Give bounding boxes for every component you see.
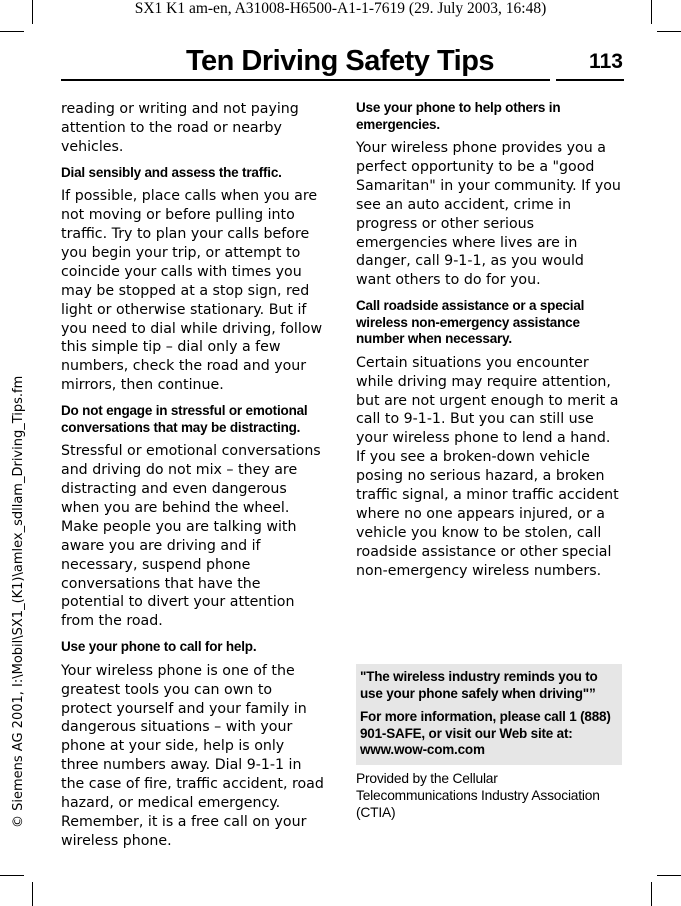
subheading-dial-sensibly: Dial sensibly and assess the traffic. — [61, 164, 282, 180]
right-column — [356, 100, 622, 589]
paragraph-stressful-conversations: Stressful or emotional conversations and driving do not mix – they are distracting and even dangerous when you are behind the wheel. Make people you are talking with aware you are driving and if necessary, suspend phone conversations that have the potential to divert your attention from the road. — [61, 443, 321, 630]
page-number: 113 — [589, 50, 623, 73]
ctia-quote-box — [356, 664, 622, 765]
crop-mark-bottom-right-vertical — [651, 882, 652, 906]
subheading-help-others: Use your phone to help others in emergencies. — [356, 100, 561, 132]
title-rule — [61, 79, 550, 81]
page-number-rule — [556, 79, 624, 81]
subheading-roadside-assistance: Call roadside assistance or a special wireless non-emergency assistance number when necessary. — [356, 298, 585, 347]
paragraph-help-others: Your wireless phone provides you a perfect opportunity to be a "good Samaritan" in your community. If you see an auto accident, crime in progress or other serious emergencies where lives are in danger, call 9-1-1, as you would want others to do for you. — [356, 140, 621, 289]
subheading-call-for-help: Use your phone to call for help. — [61, 639, 257, 655]
paragraph-roadside-assistance: Certain situations you encounter while driving may require attention, but are not urgent enough to merit a call to 9-1-1. But you can still use your wireless phone to lend a hand. If you see a broken-down vehicle posing no serious hazard, a broken traffic signal, a minor traffic accident where no one appears injured, or a vehicle you know to be stolen, call roadside assistance or other special non-emergency wireless numbers. — [356, 354, 619, 579]
paragraph-call-for-help: Your wireless phone is one of the greatest tools you can own to protect yourself and your family in dangerous situations – with your phone at your side, help is only three numbers away. Dial 9-1-1 in the case of fire, traffic accident, road hazard, or medical emergency. Remember, it is a free call on your wireless phone. — [61, 662, 324, 849]
crop-mark-bottom-left-vertical — [32, 882, 33, 906]
paragraph-dial-sensibly: If possible, place calls when you are not moving or before pulling into traffic. Try to plan your calls before you begin your trip, or attempt to coincide your calls with times you may be stopped at a stop sign, red light or otherwise stationary. But if you need to dial while driving, follow this simple tip – dial only a few numbers, check the road and your mirrors, then continue. — [61, 188, 323, 394]
ctia-credit: Provided by the Cellular Telecommunications Industry Association (CTIA) — [356, 771, 600, 820]
subheading-stressful-conversations: Do not engage in stressful or emotional conversations that may be distracting. — [61, 403, 308, 435]
crop-mark-top-left-horizontal — [0, 31, 24, 32]
crop-mark-bottom-left-horizontal — [0, 875, 24, 876]
more-info-text: For more information, please call 1 (888) 901-SAFE, or visit our Web site at: www.wow-com.com — [360, 709, 611, 757]
page-title: Ten Driving Safety Tips — [185, 45, 495, 77]
paragraph-continuation: reading or writing and not paying attention to the road or nearby vehicles. — [61, 101, 299, 155]
crop-mark-top-right-horizontal — [657, 31, 681, 32]
running-header: SX1 K1 am-en, A31008-H6500-A1-1-7619 (29. July 2003, 16:48) — [134, 0, 547, 17]
crop-mark-bottom-right-horizontal — [657, 875, 681, 876]
quote-text: "The wireless industry reminds you to use your phone safely when driving"” — [360, 669, 598, 701]
side-copyright-note: © Siemens AG 2001, I:\Mobil\SX1_(K1)\amlex_sdllam_Driving_Tips.fm — [11, 375, 26, 828]
left-column — [61, 100, 326, 859]
